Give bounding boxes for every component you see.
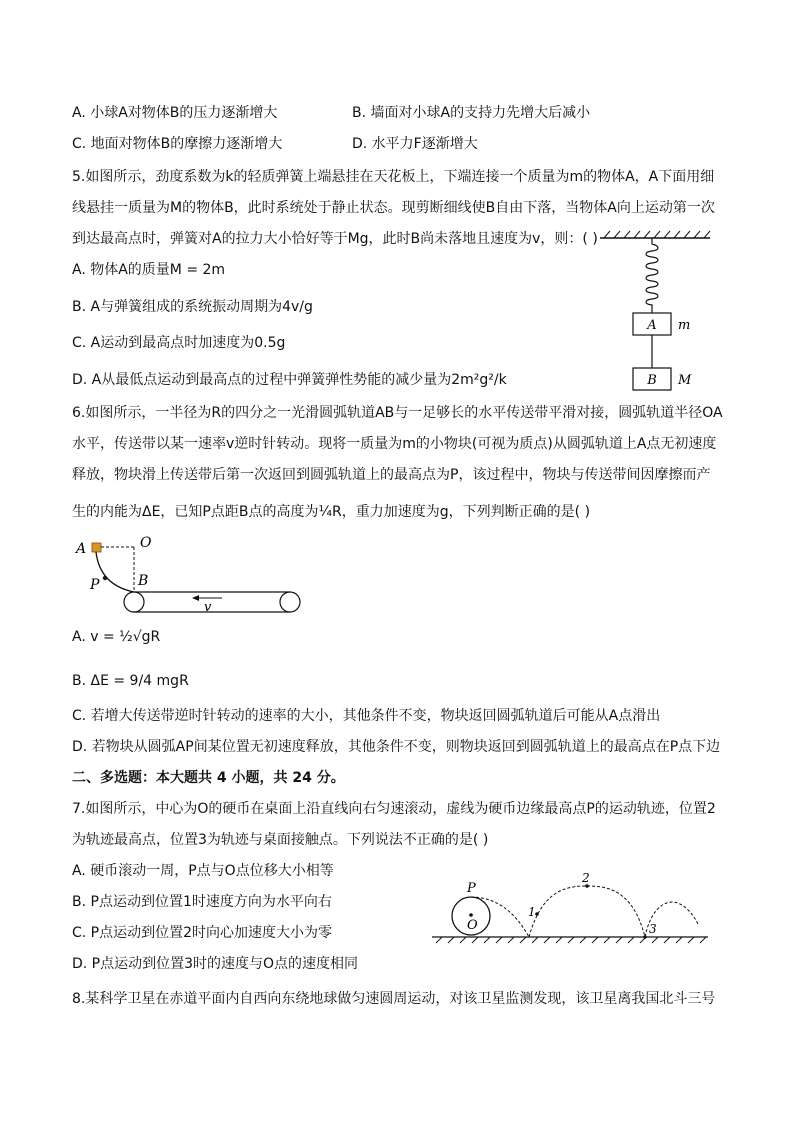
position-2-label: 2 [582,872,590,885]
position-1-dot [535,912,539,916]
arc-track [96,552,134,592]
q6-option-b: B. ΔE = 9/4 mgR [72,673,189,689]
q4-option-a: A. 小球A对物体B的压力逐渐增大 [72,105,278,121]
q7-option-a: A. 硬币滚动一周，P点与O点位移大小相等 [72,863,334,879]
point-p-label: P [467,881,476,896]
q5-option-c: C. A运动到最高点时加速度为0.5g [72,335,286,351]
left-roller [124,592,144,612]
q5-stem-line-2: 线悬挂一质量为M的物体B，此时系统处于静止状态。现剪断细线使B自由下落，当物体A向上运动第一次 [72,200,715,216]
q6-option-c: C. 若增大传送带逆时针转动的速率的大小，其他条件不变，物块返回圆弧轨道后可能从A点滑出 [72,708,661,724]
block-a-label: A [647,318,657,333]
q6-stem-line-3: 释放，物块滑上传送带后第一次返回到圆弧轨道上的最高点为P，该过程中，物块与传送带间因摩擦而产 [72,467,711,483]
point-p-dot [103,576,107,580]
q5-option-b: B. A与弹簧组成的系统振动周期为4v/g [72,299,313,315]
q7-stem-line-2: 为轨迹最高点，位置3为轨迹与桌面接触点。下列说法不正确的是( ) [72,832,489,848]
q6-option-d: D. 若物块从圆弧AP间某位置无初速度释放，其他条件不变，则物块返回到圆弧轨道上的最高点在P点下边 [72,739,721,755]
center-o-label: O [467,918,478,933]
q8-stem-line-1: 8.某科学卫星在赤道平面内自西向东绕地球做匀速圆周运动，对该卫星监测发现，该卫星离我国北斗三号 [72,991,716,1007]
q7-option-c: C. P点运动到位置2时向心加速度大小为零 [72,925,333,941]
q5-stem-line-3: 到达最高点时，弹簧对A的拉力大小恰好等于Mg，此时B尚未落地且速度为v，则：( ) [72,231,598,247]
coin-center-dot [469,913,473,917]
point-p-label: P [90,577,100,593]
position-1-label: 1 [528,905,536,919]
cycloid-path-2 [529,886,645,937]
q7-stem-line-1: 7.如图所示，中心为O的硬币在桌面上沿直线向右匀速滚动，虚线为硬币边缘最高点P的运动轨迹，位置2 [72,801,716,817]
section-heading-multi-choice: 二、多选题：本大题共 4 小题，共 24 分。 [72,770,345,786]
q6-stem-line-1: 6.如图所示，一半径为R的四分之一光滑圆弧轨道AB与一足够长的水平传送带平滑对接，圆弧轨道半径OA [72,405,723,421]
velocity-label: v [204,600,212,615]
block-at-a [92,543,101,552]
q7-option-d: D. P点运动到位置3时的速度与O点的速度相同 [72,956,359,972]
point-b-label: B [138,573,149,589]
ceiling-hatch [604,231,710,238]
velocity-arrowhead [192,595,199,601]
q6-stem-line-2: 水平，传送带以某一速率v逆时针转动。现将一质量为m的小物块(可视为质点)从圆弧轨道上A点无初速度 [72,436,717,452]
position-3-dot [643,935,647,939]
q7-option-b: B. P点运动到位置1时速度方向为水平向右 [72,894,332,910]
mass-m-label: m [678,318,691,333]
mass-big-m-label: M [678,373,692,388]
spring-coil [646,238,658,313]
block-b-label: B [647,373,657,388]
q7-coin-figure [430,872,710,944]
point-o-label: O [140,535,152,551]
q5-spring-figure [600,230,720,395]
q6-stem-line-4: 生的内能为ΔE，已知P点距B点的高度为¼R，重力加速度为g，下列判断正确的是( ) [72,504,591,520]
table-hatch [436,937,706,943]
right-roller [280,592,300,612]
q4-option-d: D. 水平力F逐渐增大 [352,136,478,152]
q5-option-d: D. A从最低点运动到最高点的过程中弹簧弹性势能的减少量为2m²g²/k [72,372,507,388]
q4-option-c: C. 地面对物体B的摩擦力逐渐增大 [72,136,283,152]
point-a-label: A [76,541,87,557]
q5-stem-line-1: 5.如图所示，劲度系数为k的轻质弹簧上端悬挂在天花板上，下端连接一个质量为m的物体A，A下面用细 [72,169,715,185]
position-3-label: 3 [649,922,657,936]
q4-option-b: B. 墙面对小球A的支持力先增大后减小 [352,105,591,121]
q6-conveyor-figure [72,535,312,620]
q6-option-a: A. v = ½√gR [72,629,161,645]
q5-option-a: A. 物体A的质量M = 2m [72,262,226,278]
